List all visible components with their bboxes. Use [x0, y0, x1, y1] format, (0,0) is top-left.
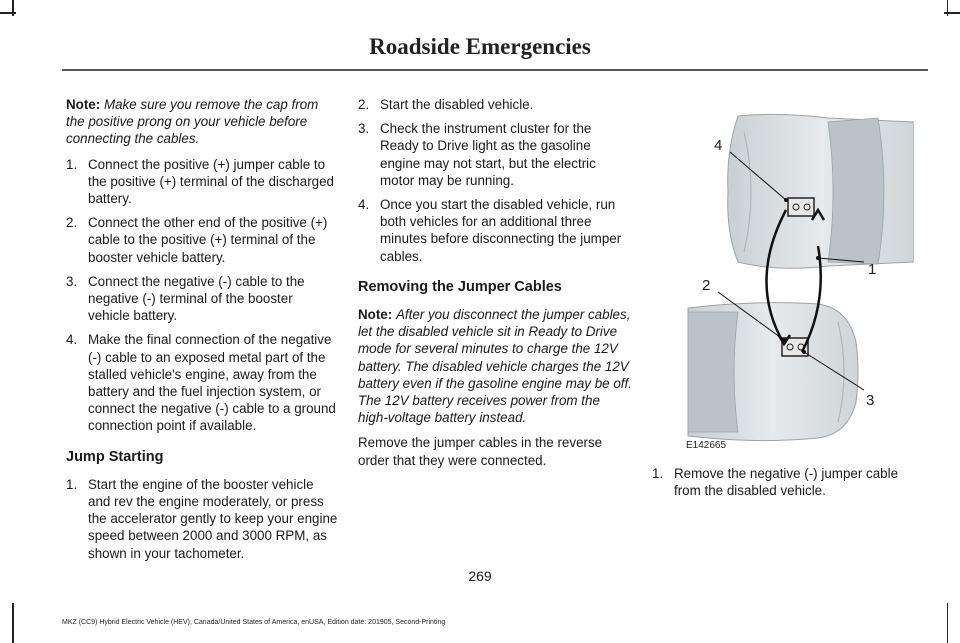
- note-text: After you disconnect the jumper cables, let the disabled vehicle sit in Ready to Drive mode for several minutes to charge the 12V battery. The disabled vehicle charges the 12V battery even if the gasoline engine may be off. The 12V battery receives power from the high-voltage battery instead.: [358, 307, 632, 426]
- crop-mark: [944, 12, 960, 14]
- page-title: Roadside Emergencies: [369, 34, 591, 59]
- step-text: Remove the negative (-) jumper cable from the disabled vehicle.: [674, 466, 899, 499]
- note-label: Note:: [66, 97, 101, 112]
- list-item: [66, 214, 338, 266]
- note-text: Make sure you remove the cap from the positive prong on your vehicle before connecting the cables.: [66, 97, 319, 147]
- step-number: 1.: [652, 466, 664, 481]
- footer-edition-info: MKZ (CC9) Hybrid Electric Vehicle (HEV), Canada/United States of America, enUSA, Edition date: 201905, Second-Printing: [62, 619, 446, 626]
- step-number: 4.: [66, 332, 78, 348]
- list-item: [66, 476, 338, 562]
- list-item: [66, 156, 338, 208]
- crop-mark: [947, 603, 949, 643]
- step-text: Make the final connection of the negative (-) cable to an exposed metal part of the stalled vehicle's engine, away from the battery and the fuel injection system, or connect the negative (-) cable to a ground connection point if available.: [88, 332, 336, 434]
- connect-steps-list: [66, 156, 338, 435]
- list-item: [358, 96, 632, 113]
- crop-mark: [12, 0, 14, 16]
- step-number: 1.: [66, 476, 78, 492]
- jump-steps-continued-list: [358, 96, 632, 265]
- body-paragraph: Remove the jumper cables in the reverse order that they were connected.: [358, 435, 603, 468]
- callout-3: 3: [866, 392, 875, 409]
- list-item: [66, 273, 338, 325]
- step-number: 3.: [358, 121, 370, 137]
- step-text: Start the disabled vehicle.: [380, 97, 534, 112]
- column-left: [66, 96, 338, 570]
- step-text: Connect the other end of the positive (+) cable to the positive (+) terminal of the booster vehicle battery.: [88, 215, 328, 265]
- crop-mark: [12, 603, 14, 643]
- booster-vehicle: [728, 114, 914, 268]
- step-text: Connect the positive (+) jumper cable to the positive (+) terminal of the discharged battery.: [88, 156, 334, 207]
- section-heading-jump-starting: Jump Starting: [66, 448, 164, 465]
- column-right: [652, 465, 914, 507]
- step-text: Check the instrument cluster for the Ready to Drive light as the gasoline engine may not start, but the electric motor may be running.: [380, 121, 596, 188]
- note-paragraph: [66, 96, 338, 148]
- step-text: Connect the negative (-) cable to the negative (-) terminal of the booster vehicle battery.: [88, 273, 305, 324]
- step-number: 2.: [66, 215, 78, 231]
- column-middle: [358, 96, 632, 477]
- step-text: Once you start the disabled vehicle, run both vehicles for an additional three minutes before disconnecting the jumper cables.: [380, 197, 622, 264]
- step-number: 4.: [358, 197, 370, 213]
- jump-steps-list: [66, 476, 338, 562]
- step-number: 2.: [358, 97, 370, 112]
- step-number: 1.: [66, 156, 78, 172]
- step-number: 3.: [66, 273, 78, 289]
- list-item: [358, 196, 632, 265]
- figure-code: E142665: [686, 440, 727, 451]
- jumper-cable-diagram: [678, 112, 914, 457]
- note-paragraph: [358, 306, 632, 426]
- step-text: Start the engine of the booster vehicle and rev the engine moderately, or press the accelerator gently to keep your engine speed between 2000 and 3000 RPM, as shown in your tachometer.: [88, 476, 338, 561]
- crop-mark: [0, 12, 16, 14]
- list-item: [652, 465, 914, 499]
- callout-1: 1: [868, 261, 877, 278]
- list-item: [66, 331, 338, 434]
- list-item: [358, 120, 632, 189]
- section-heading-removing-cables: Removing the Jumper Cables: [358, 278, 562, 295]
- callout-4: 4: [714, 137, 723, 154]
- crop-mark: [947, 0, 949, 16]
- note-label: Note:: [358, 307, 393, 323]
- booster-battery: [788, 198, 814, 216]
- header-divider: [62, 69, 928, 71]
- page-number: 269: [468, 568, 492, 584]
- remove-steps-list: [652, 465, 914, 499]
- callout-2: 2: [702, 277, 711, 294]
